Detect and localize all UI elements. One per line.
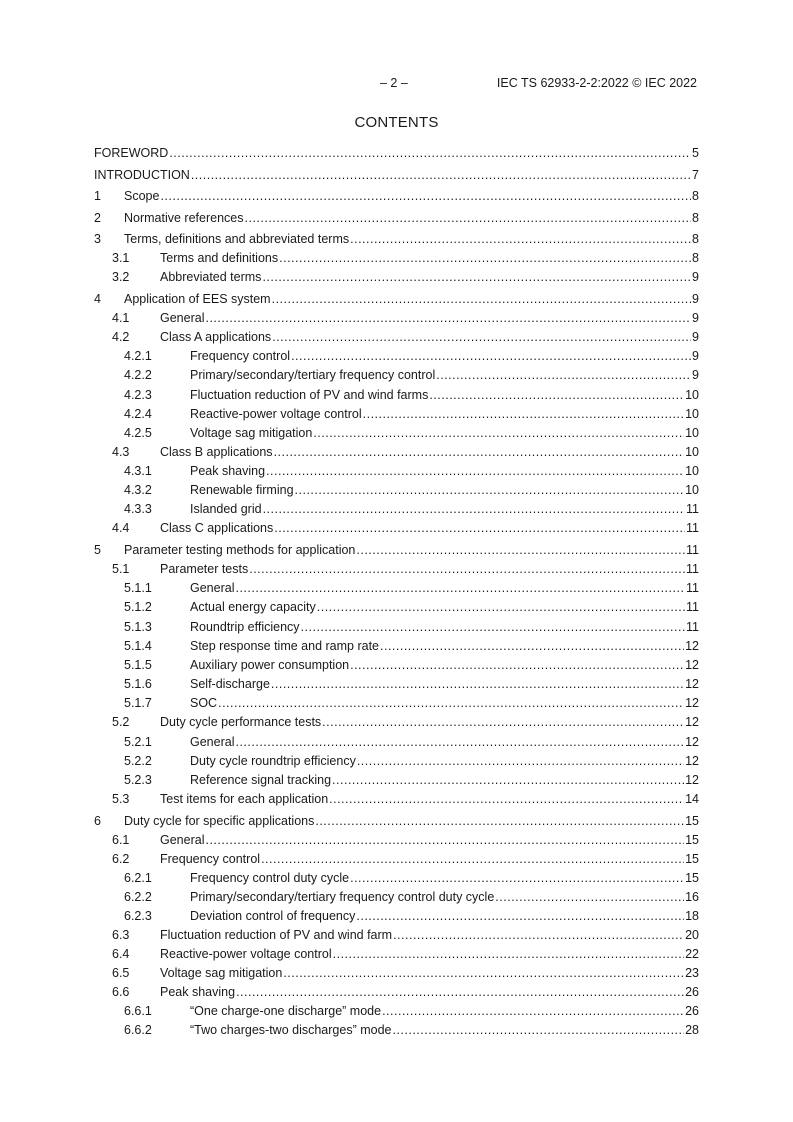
- toc-entry-title: Class A applications: [160, 329, 272, 344]
- dot-leader: [315, 814, 684, 829]
- toc-entry[interactable]: [94, 639, 699, 654]
- toc-entry-title: Duty cycle roundtrip efficiency: [190, 753, 356, 768]
- toc-entry-title: “Two charges-two discharges” mode: [190, 1023, 392, 1038]
- toc-entry-page: 16: [685, 889, 699, 904]
- toc-entry-number: 5.2.1: [124, 734, 152, 749]
- toc-entry-page: 15: [685, 813, 699, 828]
- toc-entry[interactable]: [94, 189, 699, 204]
- toc-entry-number: 4.2.4: [124, 406, 152, 421]
- toc-entry-title: Fluctuation reduction of PV and wind farm: [160, 928, 393, 943]
- dot-leader: [263, 502, 685, 517]
- toc-entry-page: 28: [685, 1023, 699, 1038]
- toc-entry-page: 18: [685, 909, 699, 924]
- toc-entry-title: Renewable firming: [190, 483, 294, 498]
- toc-entry[interactable]: [94, 292, 699, 307]
- toc-entry-title: Frequency control duty cycle: [190, 870, 350, 885]
- toc-entry-title: Reactive-power voltage control: [190, 406, 362, 421]
- toc-entry[interactable]: [94, 349, 699, 364]
- toc-entry-page: 11: [686, 543, 699, 558]
- toc-entry-page: 9: [692, 310, 699, 325]
- toc-entry-number: 6.2: [112, 851, 130, 866]
- dot-leader: [272, 330, 691, 345]
- dot-leader: [191, 168, 691, 183]
- dot-leader: [279, 251, 691, 266]
- toc-entry-title: Class C applications: [160, 521, 274, 536]
- toc-entry-page: 10: [685, 444, 699, 459]
- toc-entry[interactable]: [94, 792, 699, 807]
- toc-entry-page: 22: [685, 947, 699, 962]
- toc-entry[interactable]: [94, 620, 699, 635]
- toc-entry-page: 23: [685, 966, 699, 981]
- toc-entry-number: 5.2.3: [124, 772, 152, 787]
- standard-identifier: IEC TS 62933-2-2:2022 © IEC 2022: [496, 76, 697, 90]
- dot-leader: [245, 211, 692, 226]
- dot-leader: [218, 696, 684, 711]
- toc-entry[interactable]: [94, 388, 699, 403]
- toc-entry-page: 9: [692, 349, 699, 364]
- toc-entry-page: 12: [685, 715, 699, 730]
- dot-leader: [261, 852, 684, 867]
- toc-entry-number: 3.2: [112, 270, 130, 285]
- toc-entry-number: 6.6: [112, 985, 130, 1000]
- toc-entry-number: 2: [94, 210, 101, 225]
- toc-entry[interactable]: [94, 426, 699, 441]
- toc-entry[interactable]: [94, 928, 699, 943]
- toc-entry-page: 8: [692, 189, 699, 204]
- toc-entry[interactable]: [94, 483, 699, 498]
- toc-entry[interactable]: [94, 368, 699, 383]
- dot-leader: [363, 407, 684, 422]
- toc-entry-title: Application of EES system: [124, 291, 271, 306]
- toc-entry-title: Reactive-power voltage control: [160, 947, 332, 962]
- toc-entry-number: 5.1.5: [124, 658, 152, 672]
- toc-entry-number: 5.1.4: [124, 638, 152, 653]
- toc-entry-page: 9: [692, 270, 699, 285]
- dot-leader: [333, 947, 684, 962]
- toc-entry-title: Fluctuation reduction of PV and wind farms: [190, 387, 429, 402]
- toc-entry-title: Parameter tests: [160, 562, 249, 577]
- dot-leader: [266, 464, 684, 479]
- dot-leader: [295, 483, 685, 498]
- toc-entry-title: Parameter testing methods for application: [124, 543, 356, 558]
- toc-entry-number: 6.6.2: [124, 1023, 152, 1038]
- toc-entry[interactable]: [94, 852, 699, 867]
- toc-entry-title: Deviation control of frequency: [190, 909, 356, 924]
- toc-entry-title: INTRODUCTION: [94, 167, 190, 182]
- toc-entry[interactable]: [94, 211, 699, 226]
- dot-leader: [356, 909, 684, 924]
- page-number: – 2 –: [380, 76, 408, 90]
- page-title: CONTENTS: [354, 114, 439, 131]
- toc-entry-page: 10: [685, 406, 699, 421]
- toc-entry-page: 12: [685, 734, 699, 749]
- toc-entry-title: Terms, definitions and abbreviated terms: [124, 232, 350, 247]
- toc-entry-page: 26: [685, 985, 699, 1000]
- dot-leader: [313, 426, 684, 441]
- toc-entry-title: FOREWORD: [94, 146, 169, 160]
- toc-entry-number: 5.1.1: [124, 581, 152, 596]
- toc-entry-page: 11: [686, 619, 699, 634]
- toc-entry[interactable]: [94, 966, 699, 981]
- toc-entry-page: 10: [685, 483, 699, 498]
- dot-leader: [495, 890, 684, 905]
- toc-entry-number: 4.3.2: [124, 483, 152, 498]
- toc-entry-number: 5.1.6: [124, 677, 152, 692]
- toc-entry-number: 5: [94, 543, 101, 558]
- toc-entry-title: Normative references: [124, 210, 244, 225]
- toc-entry-title: Self-discharge: [190, 677, 270, 692]
- toc-entry-page: 12: [685, 638, 699, 653]
- dot-leader: [236, 985, 684, 1000]
- dot-leader: [274, 445, 685, 460]
- toc-entry-number: 6.2.2: [124, 889, 152, 904]
- toc-entry[interactable]: [94, 464, 699, 479]
- toc-entry[interactable]: [94, 562, 699, 577]
- dot-leader: [350, 871, 684, 886]
- toc-entry-number: 4.3.3: [124, 502, 152, 517]
- toc-entry-number: 6.6.1: [124, 1004, 152, 1019]
- toc-entry[interactable]: [94, 871, 699, 886]
- dot-leader: [436, 368, 691, 383]
- toc-entry-title: Duty cycle for specific applications: [124, 813, 315, 828]
- toc-entry-page: 20: [685, 928, 699, 943]
- toc-entry-title: Peak shaving: [190, 464, 266, 479]
- toc-entry-number: 4.2.5: [124, 425, 152, 440]
- dot-leader: [301, 620, 685, 635]
- dot-leader: [205, 311, 691, 326]
- dot-leader: [205, 833, 684, 848]
- dot-leader: [356, 543, 685, 558]
- toc-entry-page: 12: [685, 696, 699, 711]
- toc-entry-number: 3: [94, 232, 101, 247]
- toc-entry-number: 5.1: [112, 562, 130, 577]
- toc-entry-title: Frequency control: [190, 349, 291, 364]
- toc-entry-number: 5.1.3: [124, 619, 152, 634]
- toc-entry-title: Duty cycle performance tests: [160, 715, 322, 730]
- toc-entry-title: Roundtrip efficiency: [190, 619, 300, 634]
- toc-entry[interactable]: [94, 833, 699, 848]
- dot-leader: [392, 1023, 684, 1038]
- toc-entry-number: 5.3: [112, 791, 130, 806]
- toc-entry[interactable]: [94, 502, 699, 517]
- toc-entry[interactable]: [94, 909, 699, 924]
- toc-entry-title: Step response time and ramp rate: [190, 638, 379, 653]
- toc-entry-title: Auxiliary power consumption: [190, 658, 350, 672]
- toc-entry-title: Voltage sag mitigation: [160, 966, 283, 981]
- toc-entry-title: Class B applications: [160, 444, 273, 459]
- toc-entry-page: 12: [685, 677, 699, 692]
- toc-entry[interactable]: [94, 985, 699, 1000]
- toc-entry[interactable]: [94, 168, 699, 183]
- toc-entry-title: Peak shaving: [160, 985, 236, 1000]
- toc-entry-page: 9: [692, 368, 699, 383]
- toc-entry-number: 4.3.1: [124, 464, 152, 479]
- toc-entry-number: 5.2.2: [124, 753, 152, 768]
- toc-entry-number: 4.4: [112, 521, 130, 536]
- toc-entry-page: 8: [692, 251, 699, 266]
- dot-leader: [317, 600, 685, 615]
- toc-entry-number: 1: [94, 189, 101, 204]
- toc-entry-page: 12: [685, 772, 699, 787]
- toc-entry-title: Abbreviated terms: [160, 270, 262, 285]
- toc-entry-page: 9: [692, 291, 699, 306]
- toc-entry[interactable]: [94, 311, 699, 326]
- toc-entry-page: 11: [686, 562, 699, 577]
- toc-entry-number: 4.3: [112, 444, 130, 459]
- toc-entry-page: 10: [685, 464, 699, 479]
- toc-entry-title: Actual energy capacity: [190, 600, 316, 615]
- toc-entry[interactable]: [94, 696, 699, 711]
- toc-entry[interactable]: [94, 543, 699, 558]
- toc-entry-title: Voltage sag mitigation: [190, 425, 313, 440]
- toc-entry-number: 5.1.2: [124, 600, 152, 615]
- toc-entry[interactable]: [94, 445, 699, 460]
- table-of-contents: [94, 146, 699, 1038]
- toc-entry-number: 6.3: [112, 928, 130, 943]
- toc-entry-page: 15: [685, 851, 699, 866]
- toc-entry[interactable]: [94, 890, 699, 905]
- toc-entry-page: 10: [685, 425, 699, 440]
- toc-entry-title: General: [160, 832, 205, 847]
- dot-leader: [272, 292, 691, 307]
- toc-entry[interactable]: [94, 270, 699, 285]
- toc-entry-title: Test items for each application: [160, 791, 329, 806]
- toc-entry[interactable]: [94, 1023, 699, 1038]
- toc-entry-page: 15: [685, 870, 699, 885]
- toc-entry-title: General: [160, 310, 205, 325]
- toc-entry[interactable]: [94, 947, 699, 962]
- toc-entry-number: 6: [94, 813, 101, 828]
- toc-entry[interactable]: [94, 658, 699, 673]
- toc-entry-page: 26: [685, 1004, 699, 1019]
- toc-entry[interactable]: [94, 232, 699, 247]
- toc-entry[interactable]: [94, 677, 699, 692]
- dot-leader: [332, 773, 684, 788]
- toc-entry[interactable]: [94, 735, 699, 750]
- dot-leader: [249, 562, 685, 577]
- toc-entry[interactable]: [94, 1004, 699, 1019]
- toc-entry-number: 6.4: [112, 947, 130, 962]
- toc-entry-number: 4.2.1: [124, 349, 152, 364]
- toc-entry-page: 8: [692, 210, 699, 225]
- toc-entry-page: 9: [692, 329, 699, 344]
- toc-entry-number: 5.2: [112, 715, 130, 730]
- dot-leader: [350, 658, 684, 673]
- toc-entry-title: General: [190, 734, 235, 749]
- dot-leader: [291, 349, 691, 364]
- toc-entry[interactable]: [94, 715, 699, 730]
- toc-entry-page: 12: [685, 658, 699, 672]
- toc-entry[interactable]: [94, 581, 699, 596]
- toc-entry-page: 12: [685, 753, 699, 768]
- toc-entry-title: Scope: [124, 189, 160, 204]
- toc-entry-page: 10: [685, 387, 699, 402]
- dot-leader: [235, 735, 684, 750]
- toc-entry-page: 11: [686, 521, 699, 536]
- toc-entry-page: 11: [686, 502, 699, 517]
- toc-entry-number: 3.1: [112, 251, 130, 266]
- toc-entry-title: “One charge-one discharge” mode: [190, 1004, 382, 1019]
- dot-leader: [283, 966, 684, 981]
- toc-entry-title: SOC: [190, 696, 218, 711]
- toc-entry[interactable]: [94, 330, 699, 345]
- toc-entry-title: General: [190, 581, 235, 596]
- toc-entry-number: 6.5: [112, 966, 130, 981]
- toc-entry-number: 4.2: [112, 329, 130, 344]
- toc-entry-page: 11: [686, 600, 699, 615]
- dot-leader: [169, 146, 691, 161]
- page-header: [0, 76, 793, 92]
- dot-leader: [329, 792, 684, 807]
- dot-leader: [262, 270, 691, 285]
- toc-entry-title: Primary/secondary/tertiary frequency control: [190, 368, 436, 383]
- dot-leader: [380, 639, 684, 654]
- toc-entry-page: 11: [686, 581, 699, 596]
- toc-entry-page: 14: [685, 791, 699, 806]
- toc-entry-number: 6.1: [112, 832, 130, 847]
- dot-leader: [274, 521, 685, 536]
- dot-leader: [350, 232, 691, 247]
- dot-leader: [357, 754, 684, 769]
- toc-entry[interactable]: [94, 407, 699, 422]
- toc-entry-title: Frequency control: [160, 851, 261, 866]
- dot-leader: [271, 677, 684, 692]
- toc-entry-title: Reference signal tracking: [190, 772, 332, 787]
- toc-entry-number: 4.2.2: [124, 368, 152, 383]
- toc-entry[interactable]: [94, 814, 699, 829]
- dot-leader: [322, 715, 684, 730]
- toc-entry-number: 6.2.1: [124, 870, 152, 885]
- toc-entry-title: Terms and definitions: [160, 251, 279, 266]
- toc-entry-number: 4: [94, 291, 101, 306]
- toc-entry[interactable]: [94, 600, 699, 615]
- toc-entry[interactable]: [94, 773, 699, 788]
- toc-entry-page: 5: [692, 146, 699, 160]
- toc-entry-page: 8: [692, 232, 699, 247]
- dot-leader: [393, 928, 684, 943]
- toc-entry-number: 4.2.3: [124, 387, 152, 402]
- toc-entry[interactable]: [94, 754, 699, 769]
- toc-entry-number: 5.1.7: [124, 696, 152, 711]
- dot-leader: [382, 1004, 684, 1019]
- dot-leader: [160, 189, 691, 204]
- toc-entry-page: 7: [692, 167, 699, 182]
- toc-entry-number: 6.2.3: [124, 909, 152, 924]
- toc-entry-page: 15: [685, 832, 699, 847]
- toc-entry-title: Primary/secondary/tertiary frequency control duty cycle: [190, 889, 495, 904]
- dot-leader: [235, 581, 685, 596]
- toc-entry[interactable]: [94, 146, 699, 161]
- toc-entry[interactable]: [94, 521, 699, 536]
- toc-entry-number: 4.1: [112, 310, 130, 325]
- toc-entry-title: Islanded grid: [190, 502, 262, 517]
- dot-leader: [429, 388, 684, 403]
- toc-entry[interactable]: [94, 251, 699, 266]
